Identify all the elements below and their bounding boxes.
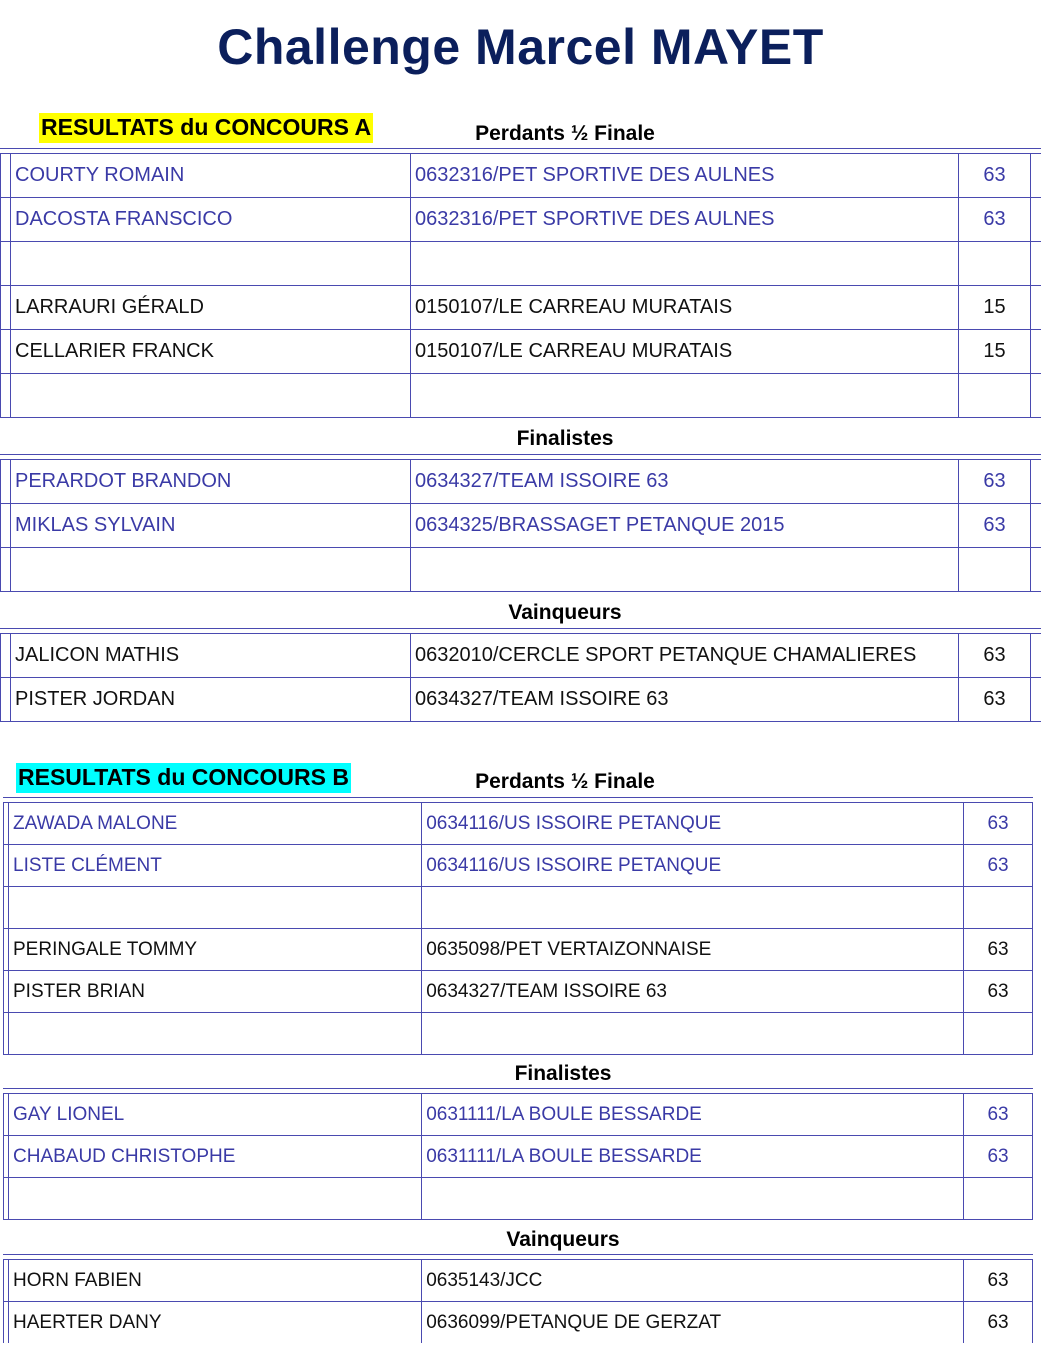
player-dep: 63 — [963, 803, 1033, 844]
concours-a-vainqueurs-table — [0, 633, 1041, 722]
table-row — [3, 802, 1033, 844]
table-row — [0, 285, 1041, 329]
table-row — [3, 1135, 1033, 1177]
table-row-empty — [0, 547, 1041, 592]
table-row-empty — [3, 1177, 1033, 1220]
concours-a-finalistes-title: Finalistes — [516, 427, 614, 450]
table-row — [0, 197, 1041, 241]
concours-b-finalistes-table — [3, 1093, 1033, 1220]
concours-b-vainqueurs-table — [3, 1259, 1033, 1343]
player-club: 0635098/PET VERTAIZONNAISE — [421, 929, 963, 970]
player-name: HAERTER DANY — [8, 1302, 421, 1343]
concours-a-vainqueurs-title: Vainqueurs — [508, 601, 622, 624]
player-club: 0150107/LE CARREAU MURATAIS — [410, 330, 958, 373]
player-club: 0632010/CERCLE SPORT PETANQUE CHAMALIERES — [410, 634, 958, 677]
table-row — [0, 153, 1041, 197]
player-dep: 63 — [958, 460, 1031, 503]
player-name: DACOSTA FRANSCICO — [10, 198, 410, 241]
table-row — [3, 970, 1033, 1012]
player-dep: 63 — [958, 678, 1031, 721]
player-club: 0634327/TEAM ISSOIRE 63 — [410, 678, 958, 721]
concours-a-finalistes-table — [0, 459, 1041, 592]
player-dep: 63 — [963, 1302, 1033, 1343]
player-dep: 15 — [958, 286, 1031, 329]
table-row — [0, 677, 1041, 722]
concours-b-perdants-title: Perdants ½ Finale — [475, 770, 655, 793]
player-club: 0632316/PET SPORTIVE DES AULNES — [410, 198, 958, 241]
player-name: PERARDOT BRANDON — [10, 460, 410, 503]
player-dep: 63 — [958, 154, 1031, 197]
table-row — [0, 633, 1041, 677]
player-club: 0636099/PETANQUE DE GERZAT — [421, 1302, 963, 1343]
player-name: PERINGALE TOMMY — [8, 929, 421, 970]
player-dep: 63 — [963, 1136, 1033, 1177]
player-name: HORN FABIEN — [8, 1260, 421, 1301]
table-row — [3, 844, 1033, 886]
player-name: JALICON MATHIS — [10, 634, 410, 677]
player-name: ZAWADA MALONE — [8, 803, 421, 844]
player-name: COURTY ROMAIN — [10, 154, 410, 197]
player-club: 0632316/PET SPORTIVE DES AULNES — [410, 154, 958, 197]
concours-b-vainqueurs-title: Vainqueurs — [506, 1228, 620, 1251]
player-dep: 63 — [958, 504, 1031, 547]
table-row — [0, 503, 1041, 547]
player-club: 0634327/TEAM ISSOIRE 63 — [421, 971, 963, 1012]
player-club: 0634327/TEAM ISSOIRE 63 — [410, 460, 958, 503]
player-name: LISTE CLÉMENT — [8, 845, 421, 886]
player-dep: 63 — [963, 845, 1033, 886]
player-dep: 63 — [958, 634, 1031, 677]
table-row-empty — [3, 1012, 1033, 1055]
player-name: PISTER BRIAN — [8, 971, 421, 1012]
table-row-empty — [3, 886, 1033, 928]
player-club: 0634116/US ISSOIRE PETANQUE — [421, 803, 963, 844]
player-name: MIKLAS SYLVAIN — [10, 504, 410, 547]
player-club: 0635143/JCC — [421, 1260, 963, 1301]
player-name: PISTER JORDAN — [10, 678, 410, 721]
player-name: CELLARIER FRANCK — [10, 330, 410, 373]
player-dep: 63 — [963, 971, 1033, 1012]
concours-b-perdants-table — [3, 802, 1033, 1055]
table-row-empty — [0, 241, 1041, 285]
page-title: Challenge Marcel MAYET — [217, 19, 824, 75]
player-dep: 63 — [963, 1260, 1033, 1301]
table-row — [0, 459, 1041, 503]
player-dep: 15 — [958, 330, 1031, 373]
player-dep: 63 — [958, 198, 1031, 241]
table-row-empty — [0, 373, 1041, 418]
player-name: LARRAURI GÉRALD — [10, 286, 410, 329]
player-club: 0634116/US ISSOIRE PETANQUE — [421, 845, 963, 886]
player-club: 0631111/LA BOULE BESSARDE — [421, 1094, 963, 1135]
player-name: GAY LIONEL — [8, 1094, 421, 1135]
concours-a-perdants-title: Perdants ½ Finale — [475, 122, 655, 145]
concours-a-perdants-table — [0, 153, 1041, 418]
table-row — [3, 1093, 1033, 1135]
concours-b-finalistes-title: Finalistes — [514, 1062, 612, 1085]
player-name: CHABAUD CHRISTOPHE — [8, 1136, 421, 1177]
player-club: 0631111/LA BOULE BESSARDE — [421, 1136, 963, 1177]
player-dep: 63 — [963, 929, 1033, 970]
concours-b-heading: RESULTATS du CONCOURS B — [16, 763, 351, 793]
concours-a-heading: RESULTATS du CONCOURS A — [39, 113, 373, 143]
player-club: 0634325/BRASSAGET PETANQUE 2015 — [410, 504, 958, 547]
table-row — [0, 329, 1041, 373]
table-row — [3, 1259, 1033, 1301]
table-row — [3, 1301, 1033, 1343]
table-row — [3, 928, 1033, 970]
player-dep: 63 — [963, 1094, 1033, 1135]
player-club: 0150107/LE CARREAU MURATAIS — [410, 286, 958, 329]
